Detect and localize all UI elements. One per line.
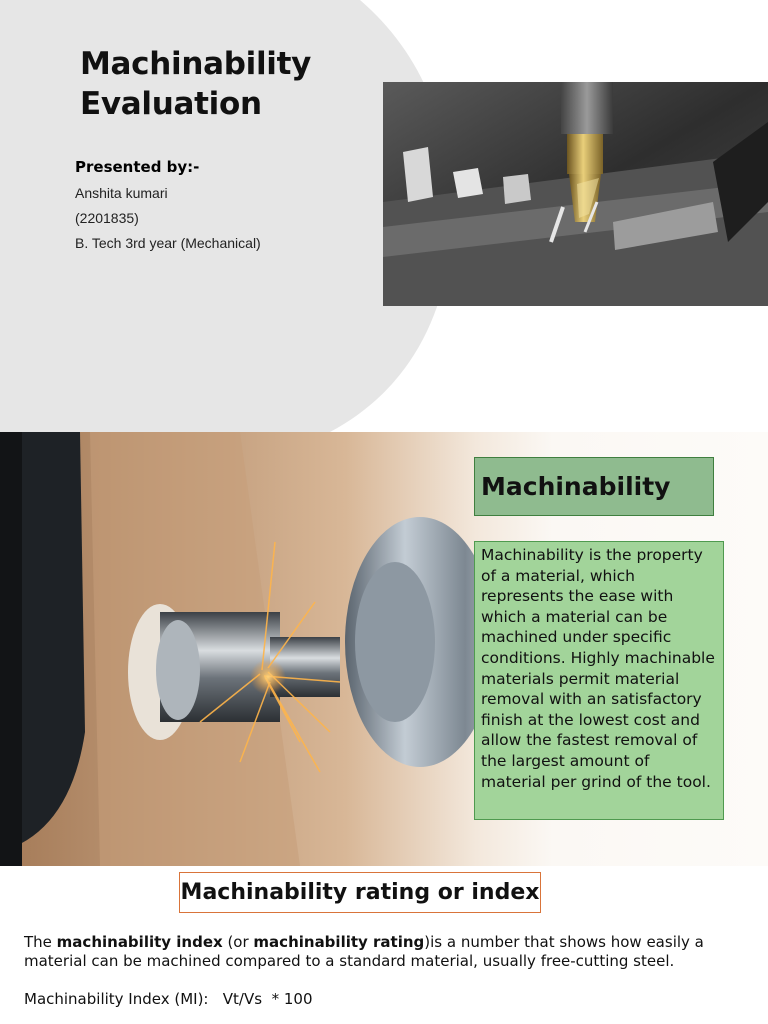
para-text-3: )is a number that shows how easily a material can be machined compared to a standard material, usually free-cutting steel.	[24, 933, 704, 970]
para-bold-term-1: machinability index	[56, 933, 223, 951]
slide-title	[0, 0, 768, 432]
machinability-definition: Machinability is the property of a material, which represents the ease with which a material can be machined under specific conditions. Highly machinable materials permit material removal with an satisfactory finish at the lowest cost and allow the fastest removal of the largest amount of material per grind of the tool.	[481, 546, 715, 791]
title-line-1: Machinability	[80, 46, 312, 82]
slide-machinability	[0, 432, 768, 866]
machinability-definition-box	[474, 541, 724, 820]
para-text-2: (or	[222, 933, 254, 951]
rating-index-heading: Machinability rating or index	[179, 872, 541, 913]
presenter-name: Anshita kumari	[75, 185, 168, 201]
machinability-index-formula: Machinability Index (MI): Vt/Vs * 100	[24, 990, 313, 1008]
slide-title-heading	[80, 44, 311, 124]
presenter-course: B. Tech 3rd year (Mechanical)	[75, 235, 261, 251]
presented-by-label: Presented by:-	[75, 158, 200, 176]
machinability-heading: Machinability	[481, 472, 671, 501]
machinability-index-paragraph	[24, 933, 754, 971]
para-text-1: The	[24, 933, 57, 951]
title-line-2: Evaluation	[80, 86, 262, 122]
machinability-heading-box	[474, 457, 714, 516]
milling-cutter-photo	[383, 82, 768, 306]
slide-machinability-index	[0, 866, 768, 1024]
para-bold-term-2: machinability rating	[253, 933, 425, 951]
presenter-id: (2201835)	[75, 210, 139, 226]
